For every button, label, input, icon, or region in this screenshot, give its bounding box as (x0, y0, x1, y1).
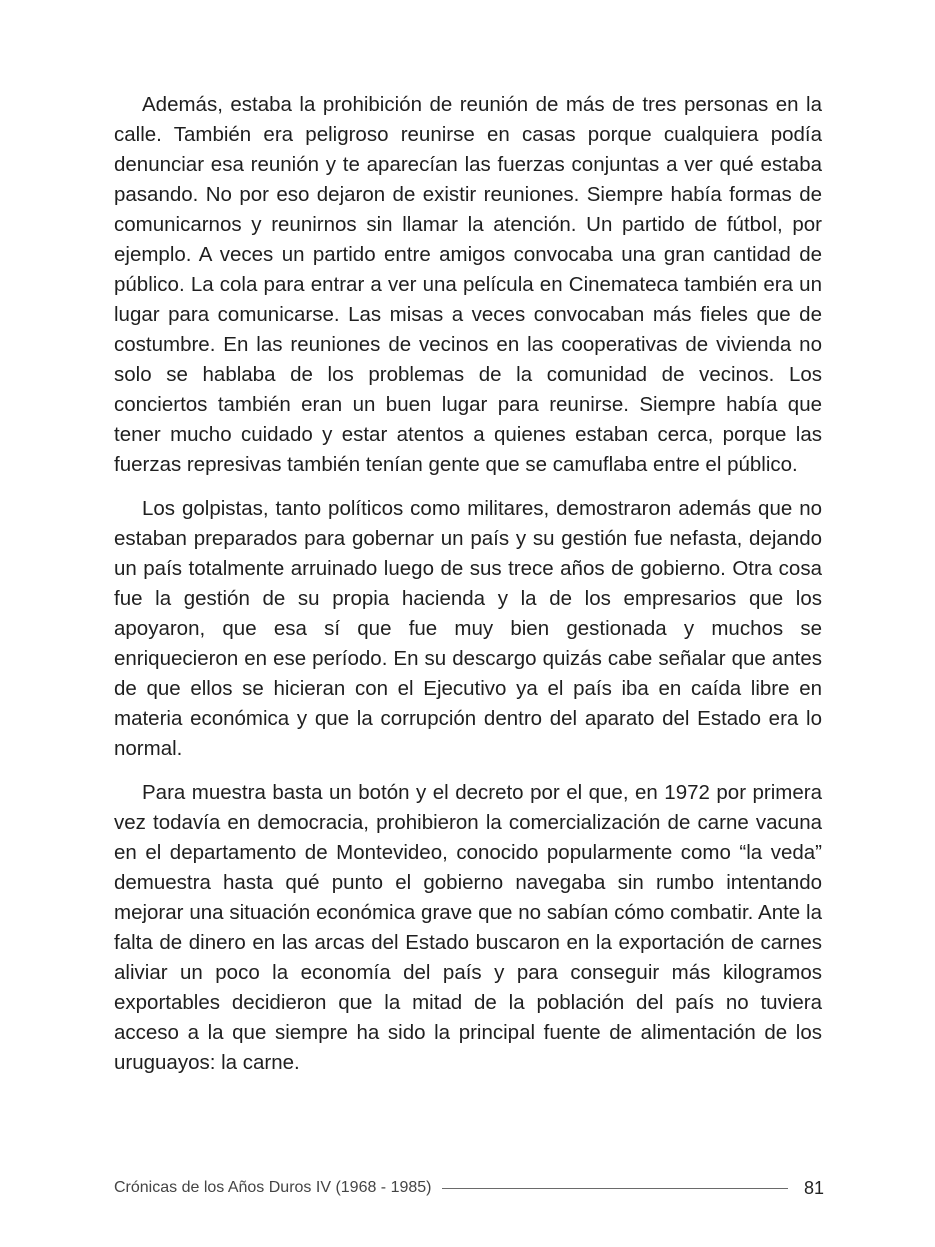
page-footer (114, 1176, 824, 1200)
page-number: 81 (803, 1177, 824, 1198)
paragraph: Para muestra basta un botón y el decreto por el que, en 1972 por primera vez todavía en democracia, prohibieron la comercialización de carne vacuna en el departamento de Montevideo, conocido popularmente como “la veda” demuestra hasta qué punto el gobierno navegaba sin rumbo intentando mejorar una situación económica grave que no sabían cómo combatir. Ante la falta de dinero en las arcas del Estado buscaron en la exportación de carnes aliviar un poco la economía del país y para conseguir más kilogramos exportables decidieron que la mitad de la población del país no tuviera acceso a la que siempre ha sido la principal fuente de alimentación de los uruguayos: la carne. (114, 781, 822, 1074)
book-title: Crónicas de los Años Duros IV (1968 - 1985) (114, 1179, 432, 1196)
page-body (114, 90, 822, 1092)
footer-divider (442, 1188, 788, 1189)
paragraph: Los golpistas, tanto políticos como militares, demostraron además que no estaban preparados para gobernar un país y su gestión fue nefasta, dejando un país totalmente arruinado luego de sus trece años de gobierno. Otra cosa fue la gestión de su propia hacienda y la de los empresarios que los apoyaron, que esa sí que fue muy bien gestionada y muchos se enriquecieron en ese período. En su descargo quizás cabe señalar que antes de que ellos se hicieran con el Ejecutivo ya el país iba en caída libre en materia económica y que la corrupción dentro del aparato del Estado era lo normal. (114, 497, 822, 760)
paragraph: Además, estaba la prohibición de reunión de más de tres personas en la calle. También era peligroso reunirse en casas porque cualquiera podía denunciar esa reunión y te aparecían las fuerzas conjuntas a ver qué estaba pasando. No por eso dejaron de existir reuniones. Siempre había formas de comunicarnos y reunirnos sin llamar la atención. Un partido de fútbol, por ejemplo. A veces un partido entre amigos convocaba una gran cantidad de público. La cola para entrar a ver una película en Cinemateca también era un lugar para comunicarse. Las misas a veces convocaban más fieles que de costumbre. En las reuniones de vecinos en las cooperativas de vivienda no solo se hablaba de los problemas de la comunidad de vecinos. Los conciertos también eran un buen lugar para reunirse. Siempre había que tener mucho cuidado y estar atentos a quienes estaban cerca, porque las fuerzas represivas también tenían gente que se camuflaba entre el público. (114, 93, 822, 476)
